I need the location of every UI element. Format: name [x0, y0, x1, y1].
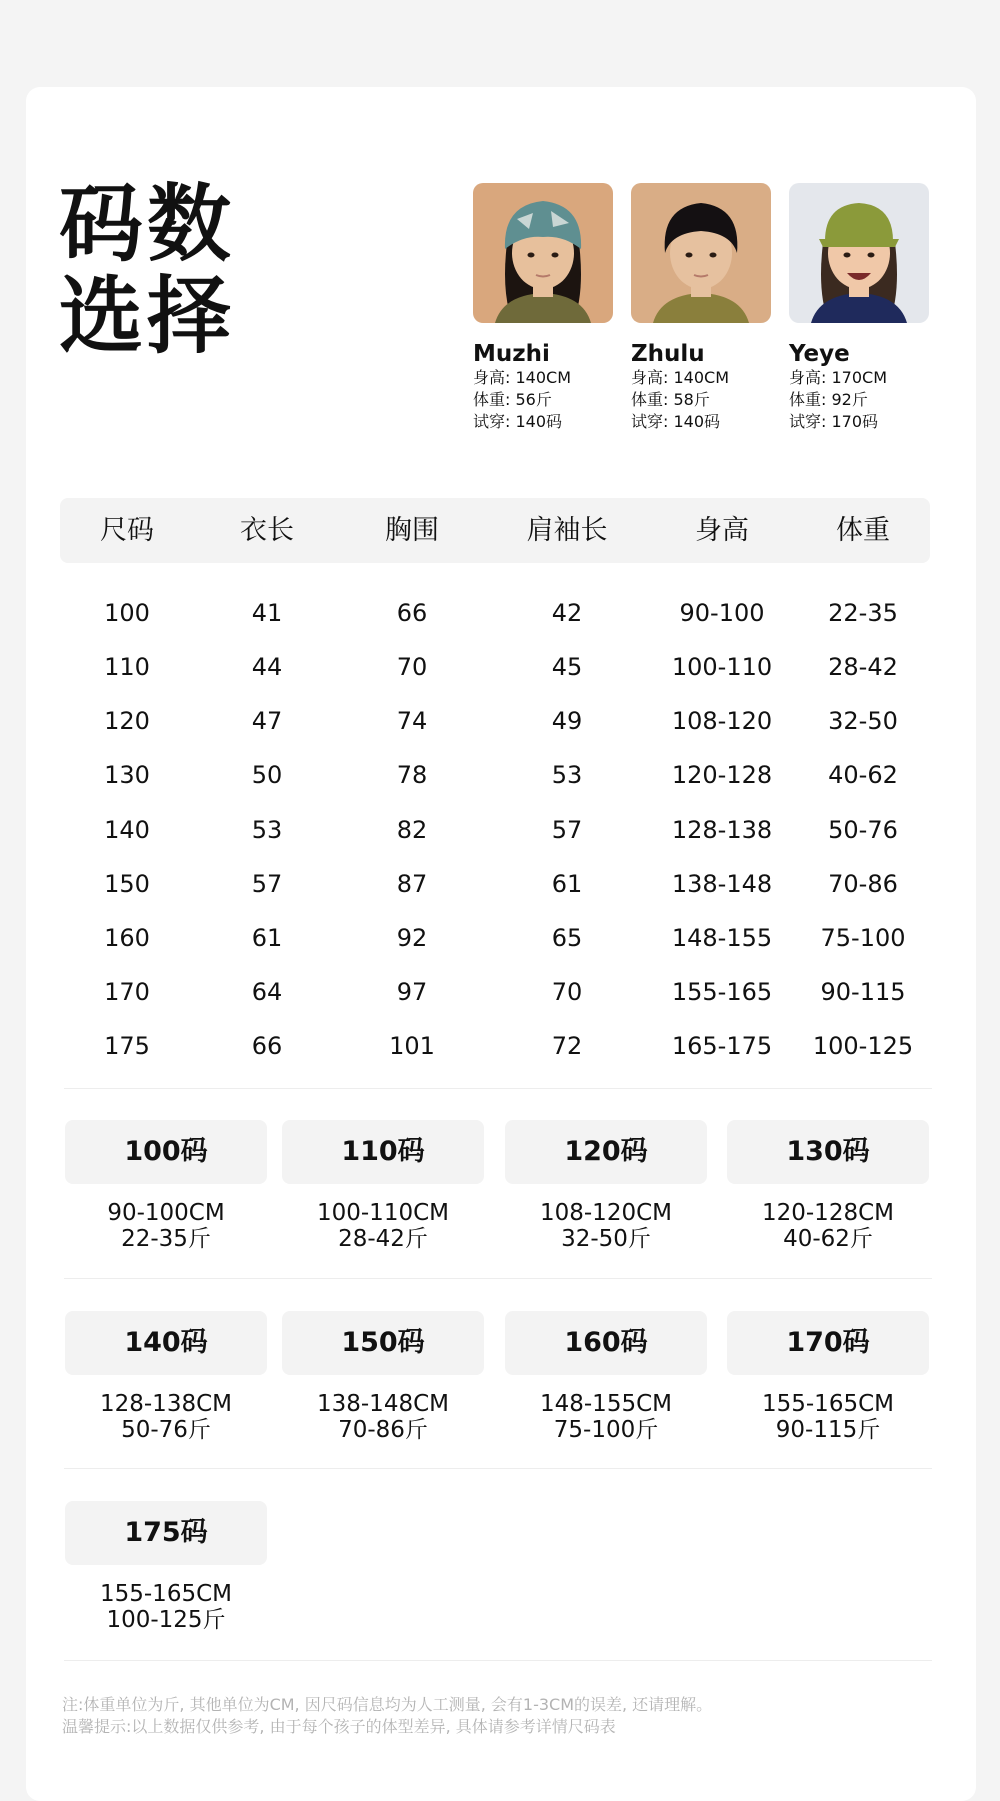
table-cell: 90-100: [679, 599, 765, 627]
table-cell: 160: [104, 924, 150, 952]
table-cell: 61: [251, 924, 283, 952]
size-tile-label: 100码: [65, 1120, 267, 1184]
table-cell: 41: [251, 599, 283, 627]
table-cell: 40-62: [828, 761, 898, 789]
table-cell: 57: [251, 870, 283, 898]
size-tile-label: 160码: [505, 1311, 707, 1375]
table-row: [60, 640, 930, 694]
table-cell: 70-86: [828, 870, 898, 898]
table-cell: 75-100: [820, 924, 906, 952]
model-name: Yeye: [789, 341, 850, 367]
table-cell: 42: [551, 599, 583, 627]
table-row: [60, 1019, 930, 1073]
table-cell: 120: [104, 707, 150, 735]
size-tile-height: 90-100CM: [107, 1200, 225, 1226]
title-line-2: 选择: [59, 267, 236, 365]
table-cell: 120-128: [671, 761, 773, 789]
table-row: [60, 586, 930, 640]
size-tile-weight: 22-35斤: [121, 1226, 211, 1252]
table-cell: 155-165: [671, 978, 773, 1006]
model-photo: [789, 183, 929, 323]
model-height: 身高: 140CM: [631, 368, 729, 387]
size-tile: [65, 1501, 267, 1633]
size-tile-weight: 32-50斤: [561, 1226, 651, 1252]
size-tile: [65, 1120, 267, 1252]
size-tile-label: 120码: [505, 1120, 707, 1184]
table-cell: 170: [104, 978, 150, 1006]
size-tile: [282, 1120, 484, 1252]
table-cell: 130: [104, 761, 150, 789]
size-tile-weight: 70-86斤: [338, 1417, 428, 1443]
column-header: 衣长: [240, 515, 294, 546]
table-cell: 70: [551, 978, 583, 1006]
table-cell: 100-110: [671, 653, 773, 681]
size-tile-height: 138-148CM: [316, 1391, 449, 1417]
table-cell: 72: [551, 1032, 583, 1060]
size-table-header: [60, 498, 930, 563]
table-cell: 28-42: [828, 653, 898, 681]
model-weight: 体重: 92斤: [789, 390, 868, 409]
model-height: 身高: 170CM: [789, 368, 887, 387]
size-tile-label: 110码: [282, 1120, 484, 1184]
table-cell: 70: [396, 653, 428, 681]
title-line-1: 码数: [59, 175, 236, 273]
table-cell: 78: [396, 761, 428, 789]
section-divider: [64, 1278, 932, 1279]
table-cell: 50: [251, 761, 283, 789]
model-weight: 体重: 58斤: [631, 390, 710, 409]
size-tile-weight: 28-42斤: [338, 1226, 428, 1252]
model-portrait-image: [789, 183, 929, 323]
table-cell: 53: [251, 816, 283, 844]
table-cell: 175: [104, 1032, 150, 1060]
model-card-muzhi: [473, 183, 613, 433]
table-cell: 65: [551, 924, 583, 952]
model-weight: 体重: 56斤: [473, 390, 552, 409]
table-cell: 100: [104, 599, 150, 627]
table-row: [60, 694, 930, 748]
column-header: 胸围: [385, 515, 439, 546]
model-tryon-size: 试穿: 140码: [631, 412, 721, 431]
table-cell: 74: [396, 707, 428, 735]
size-tile-weight: 75-100斤: [553, 1417, 659, 1443]
table-cell: 138-148: [671, 870, 773, 898]
size-tile-label: 140码: [65, 1311, 267, 1375]
size-tile-label: 170码: [727, 1311, 929, 1375]
size-tile-weight: 40-62斤: [783, 1226, 873, 1252]
size-tile: [65, 1311, 267, 1443]
size-tile: [505, 1120, 707, 1252]
table-cell: 53: [551, 761, 583, 789]
table-cell: 22-35: [828, 599, 898, 627]
table-row: [60, 748, 930, 802]
table-row: [60, 857, 930, 911]
table-row: [60, 911, 930, 965]
size-tile: [505, 1311, 707, 1443]
model-height: 身高: 140CM: [473, 368, 571, 387]
table-cell: 148-155: [671, 924, 773, 952]
column-header: 肩袖长: [526, 515, 608, 546]
table-cell: 66: [251, 1032, 283, 1060]
model-card-zhulu: [631, 183, 771, 433]
size-tile: [282, 1311, 484, 1443]
table-cell: 82: [396, 816, 428, 844]
table-cell: 97: [396, 978, 428, 1006]
table-cell: 110: [104, 653, 150, 681]
size-tile: [727, 1311, 929, 1443]
model-photo: [631, 183, 771, 323]
table-cell: 90-115: [820, 978, 906, 1006]
table-cell: 44: [251, 653, 283, 681]
size-tile-weight: 90-115斤: [775, 1417, 881, 1443]
model-tryon-size: 试穿: 140码: [473, 412, 563, 431]
column-header: 尺码: [100, 515, 154, 546]
size-tile-weight: 100-125斤: [106, 1607, 226, 1633]
size-tile-label: 175码: [65, 1501, 267, 1565]
table-cell: 140: [104, 816, 150, 844]
size-tile-height: 100-110CM: [316, 1200, 449, 1226]
table-row: [60, 965, 930, 1019]
table-cell: 45: [551, 653, 583, 681]
column-header: 身高: [695, 515, 749, 546]
model-portrait-image: [473, 183, 613, 323]
table-cell: 108-120: [671, 707, 773, 735]
model-card-yeye: [789, 183, 929, 433]
size-tile-weight: 50-76斤: [121, 1417, 211, 1443]
model-portrait-image: [631, 183, 771, 323]
section-divider: [64, 1468, 932, 1469]
note-units: 注:体重单位为斤, 其他单位为CM, 因尺码信息均为人工测量, 会有1-3CM的误差, 还请理解。: [62, 1695, 713, 1714]
table-cell: 150: [104, 870, 150, 898]
table-cell: 32-50: [828, 707, 898, 735]
table-cell: 128-138: [671, 816, 773, 844]
table-cell: 50-76: [828, 816, 898, 844]
table-row: [60, 803, 930, 857]
size-tile-height: 128-138CM: [99, 1391, 232, 1417]
size-tile-label: 130码: [727, 1120, 929, 1184]
table-cell: 92: [396, 924, 428, 952]
table-cell: 64: [251, 978, 283, 1006]
table-cell: 57: [551, 816, 583, 844]
section-divider: [64, 1660, 932, 1661]
page-title: [59, 175, 259, 365]
section-divider: [64, 1088, 932, 1089]
model-name: Zhulu: [631, 341, 705, 367]
size-tile-height: 120-128CM: [761, 1200, 894, 1226]
table-cell: 101: [389, 1032, 435, 1060]
table-cell: 165-175: [671, 1032, 773, 1060]
table-cell: 100-125: [812, 1032, 914, 1060]
model-name: Muzhi: [473, 341, 550, 367]
size-tile: [727, 1120, 929, 1252]
table-cell: 49: [551, 707, 583, 735]
table-cell: 61: [551, 870, 583, 898]
size-tile-label: 150码: [282, 1311, 484, 1375]
table-cell: 87: [396, 870, 428, 898]
size-tile-height: 155-165CM: [99, 1581, 232, 1607]
table-cell: 47: [251, 707, 283, 735]
model-tryon-size: 试穿: 170码: [789, 412, 879, 431]
model-photo: [473, 183, 613, 323]
column-header: 体重: [836, 515, 890, 546]
note-tip: 温馨提示:以上数据仅供参考, 由于每个孩子的体型差异, 具体请参考详情尺码表: [62, 1717, 616, 1736]
size-tile-height: 155-165CM: [761, 1391, 894, 1417]
table-cell: 66: [396, 599, 428, 627]
size-tile-height: 148-155CM: [539, 1391, 672, 1417]
size-tile-height: 108-120CM: [539, 1200, 672, 1226]
